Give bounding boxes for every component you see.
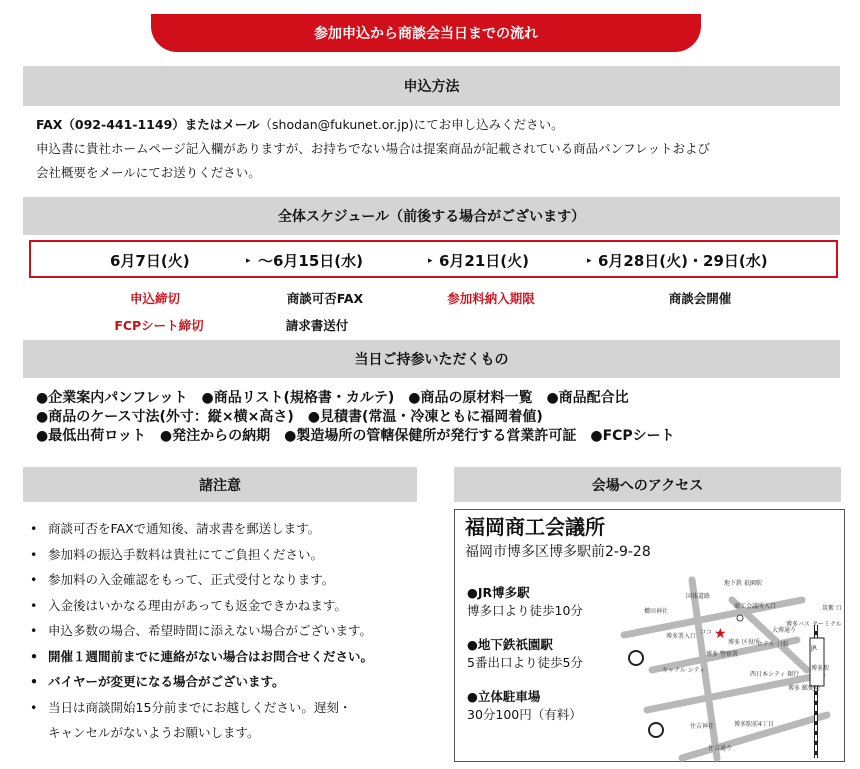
application-heading: 申込方法	[403, 79, 460, 95]
schedule-arrow-icon: ▸	[587, 256, 592, 266]
list-item: • 開催１週間前までに連絡がない場合はお問合せください。	[26, 644, 426, 670]
map-label-hakata-ku: 博多 区役所	[728, 639, 760, 646]
schedule-heading-bar	[23, 197, 840, 235]
map-marker	[629, 651, 643, 665]
map-here-label: ココ	[700, 629, 713, 636]
application-line2: 申込書に貴社ホームページ記入欄がありますが、お持ちでない場合は提案商品が記載されている商品パンフレットおよび	[36, 141, 711, 156]
route-title: ●立体駐車場	[467, 689, 541, 704]
schedule-label-fax: 商談可否FAX	[286, 291, 364, 306]
map-marker	[649, 723, 663, 737]
map-label-hotel: ホテル 日航	[757, 641, 789, 648]
map-label-jr: JR	[811, 645, 817, 652]
map-here-star-icon: ★	[714, 626, 727, 642]
list-item: • 当日は商談開始15分前までにお越しください。遅刻・	[26, 695, 426, 721]
list-item: • 申込多数の場合、希望時間に添えない場合がございます。	[26, 618, 426, 644]
map-label-police: 博多 警察署	[706, 651, 738, 658]
application-text	[36, 113, 836, 185]
map-label-hakata-iriguchi: 博多署入口	[666, 633, 697, 640]
map-label-chamber: 商工会議所入口	[734, 603, 777, 610]
list-item-continuation: キャンセルがないようお願いします。	[48, 725, 260, 740]
venue-name: 福岡商工会議所	[465, 515, 605, 539]
list-item: • 参加料の振込手数料は貴社にてご負担ください。	[26, 542, 426, 568]
bring-row: ●商品のケース寸法(外寸：縦×横×高さ) ●見積書(常温・冷凍ともに福岡着値)	[36, 409, 543, 425]
map-label-sumiyoshi-dori: 住吉通り	[708, 745, 733, 752]
route-jr	[467, 584, 583, 620]
bring-row: ●企業案内パンフレット ●商品リスト(規格書・カルテ) ●商品の原材料一覧 ●商品配合比	[36, 390, 629, 406]
access-heading: 会場へのアクセス	[591, 477, 704, 494]
map-label-post: 博多 郵便局	[788, 685, 820, 692]
flow-banner-title: 参加申込から商談会当日までの流れ	[314, 26, 538, 42]
map-label-taihaku: 大博通り	[772, 627, 797, 634]
access-map	[622, 580, 842, 758]
map-label-chikushi: 筑紫 口	[822, 605, 842, 612]
schedule-date-1: 6月7日(火)	[110, 252, 190, 270]
map-label-sumiyoshi: 住吉神社	[690, 723, 715, 730]
schedule-label-fcp-deadline: FCPシート締切	[114, 318, 204, 333]
map-label-nishinippon: 西日本シティ 銀行	[750, 671, 800, 678]
notes-list	[26, 516, 426, 746]
route-detail: 5番出口より徒歩5分	[467, 655, 583, 670]
flow-banner	[151, 14, 701, 52]
schedule-date-3: 6月21日(火)	[439, 252, 530, 270]
bring-heading: 当日ご持参いただくもの	[354, 352, 509, 368]
schedule-date-2: ～6月15日(水)	[258, 252, 364, 270]
route-title: ●JR博多駅	[467, 585, 530, 600]
map-label-hakata-eki: 博多駅	[811, 665, 830, 672]
fax-line-part1: FAX（092-441-1149）または	[36, 117, 223, 132]
application-heading-bar	[23, 66, 840, 106]
route-title: ●地下鉄祇園駅	[467, 637, 553, 652]
bring-items	[36, 389, 675, 446]
map-label-canal: キャナル シティ	[662, 667, 706, 674]
map-label-kushida: 櫛田神社	[644, 608, 669, 615]
list-item: • 参加料の入金確認をもって、正式受付となります。	[26, 567, 426, 593]
list-item: • バイヤーが変更になる場合がございます。	[26, 669, 426, 695]
route-detail: 博多口より徒歩10分	[467, 603, 583, 618]
access-heading-bar	[454, 467, 841, 502]
notes-heading: 諸注意	[199, 477, 241, 494]
schedule-arrow-icon: ▸	[246, 256, 251, 266]
notes-heading-bar	[23, 467, 417, 502]
schedule-heading: 全体スケジュール（前後する場合がございます）	[277, 209, 586, 225]
application-line3: 会社概要をメールにてお送りください。	[36, 165, 261, 180]
bring-row: ●最低出荷ロット ●発注からの納期 ●製造場所の管轄保健所が発行する営業許可証 ●FCPシート	[36, 428, 675, 444]
fax-line-bold: メール	[222, 117, 260, 132]
schedule-label-invoice: 請求書送付	[285, 318, 349, 333]
route-parking	[467, 688, 582, 724]
schedule-date-4: 6月28日(火)・29日(水)	[598, 252, 768, 270]
map-label-ekimae4: 博多駅前4丁目	[734, 721, 774, 728]
route-subway	[467, 636, 583, 672]
list-item: • 商談可否をFAXで通知後、請求書を郵送します。	[26, 516, 426, 542]
schedule-arrow-icon: ▸	[428, 256, 433, 266]
map-marker	[737, 615, 743, 621]
schedule-label-event: 商談会開催	[668, 291, 732, 306]
map-label-kokutai: 国体道路	[686, 593, 711, 600]
bring-heading-bar	[23, 340, 840, 378]
map-label-gion: 地下鉄 祇園駅	[724, 580, 762, 587]
venue-address: 福岡市博多区博多駅前2-9-28	[465, 544, 651, 560]
list-item: • 入金後はいかなる理由があっても返金できかねます。	[26, 593, 426, 619]
schedule-label-deadline: 申込締切	[129, 291, 180, 306]
fax-line-part2: （shodan@fukunet.or.jp)にてお申し込みください。	[259, 117, 564, 132]
map-label-busterminal: 博多バス ターミナル	[786, 621, 842, 628]
route-detail: 30分100円（有料）	[467, 707, 582, 722]
schedule-label-payment: 参加料納入期限	[447, 291, 535, 306]
